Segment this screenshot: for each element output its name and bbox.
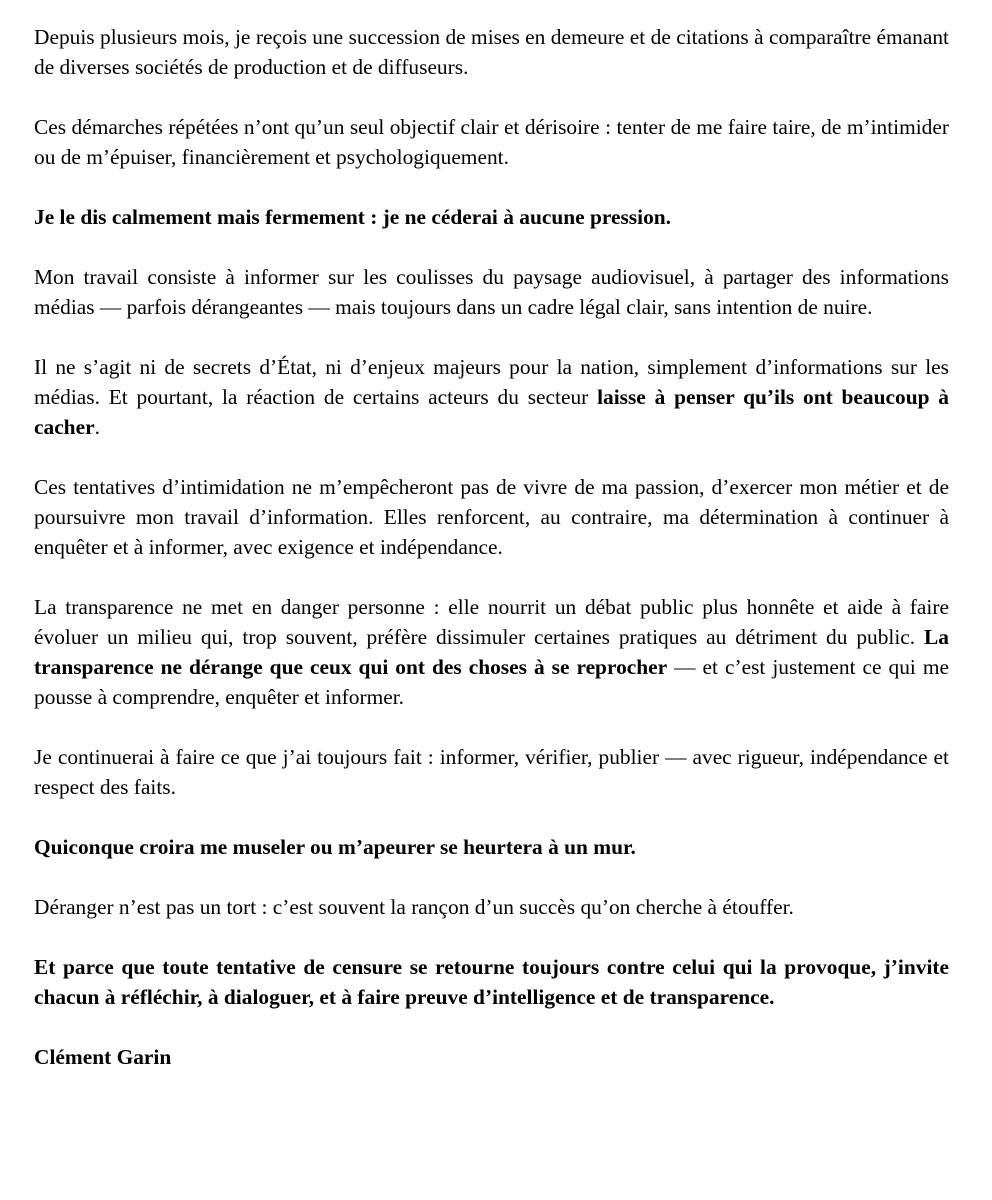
paragraph-5-bold: laisse à penser qu’ils ont beaucoup à cacher xyxy=(34,385,949,439)
paragraph-9-bold-statement: Quiconque croira me museler ou m’apeurer se heurtera à un mur. xyxy=(34,835,636,859)
paragraph-7-text: La transparence ne met en danger personne : elle nourrit un débat public plus honnête et aide à faire évoluer un milieu qui, trop souvent, préfère dissimuler certaines pratiques au détriment du public. xyxy=(34,595,949,649)
paragraph-1: Depuis plusieurs mois, je reçois une succession de mises en demeure et de citations à comparaître émanant de diverses sociétés de production et de diffuseurs. xyxy=(34,25,949,79)
paragraph-5-end: . xyxy=(94,415,100,439)
letter-document xyxy=(34,22,949,1072)
paragraph-2: Ces démarches répétées n’ont qu’un seul objectif clair et dérisoire : tenter de me faire taire, de m’intimider ou de m’épuiser, financièrement et psychologiquement. xyxy=(34,115,949,169)
paragraph-6: Ces tentatives d’intimidation ne m’empêcheront pas de vivre de ma passion, d’exercer mon métier et de poursuivre mon travail d’information. Elles renforcent, au contraire, ma détermination à continuer à enquêter et à informer, avec exigence et indépendance. xyxy=(34,475,949,559)
paragraph-11-bold-conclusion: Et parce que toute tentative de censure se retourne toujours contre celui qui la provoque, j’invite chacun à réfléchir, à dialoguer, et à faire preuve d’intelligence et de transparence. xyxy=(34,955,949,1009)
paragraph-7-end: — et c’est justement ce qui me pousse à comprendre, enquêter et informer. xyxy=(34,655,949,709)
signature: Clément Garin xyxy=(34,1045,172,1069)
paragraph-5 xyxy=(34,352,949,442)
paragraph-10: Déranger n’est pas un tort : c’est souvent la rançon d’un succès qu’on cherche à étouffer. xyxy=(34,895,794,919)
paragraph-7 xyxy=(34,592,949,712)
paragraph-7-bold: La transparence ne dérange que ceux qui ont des choses à se reprocher xyxy=(34,625,949,679)
paragraph-5-text: Il ne s’agit ni de secrets d’État, ni d’enjeux majeurs pour la nation, simplement d’informations sur les médias. Et pourtant, la réaction de certains acteurs du secteur xyxy=(34,355,949,409)
paragraph-3-bold-statement: Je le dis calmement mais fermement : je ne céderai à aucune pression. xyxy=(34,205,672,229)
paragraph-8: Je continuerai à faire ce que j’ai toujours fait : informer, vérifier, publier — avec rigueur, indépendance et respect des faits. xyxy=(34,745,949,799)
paragraph-4: Mon travail consiste à informer sur les coulisses du paysage audiovisuel, à partager des informations médias — parfois dérangeantes — mais toujours dans un cadre légal clair, sans intention de nuire. xyxy=(34,265,949,319)
